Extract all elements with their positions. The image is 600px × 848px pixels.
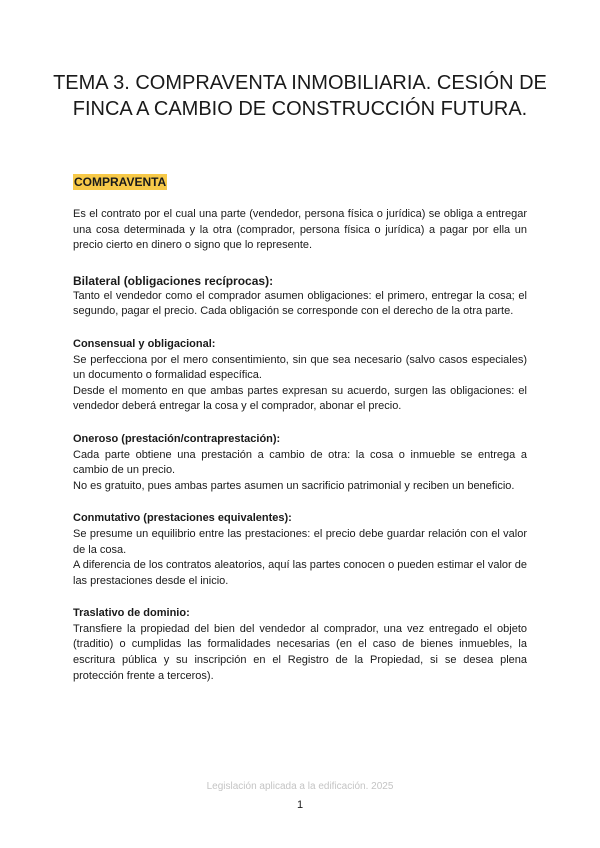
document-body: [73, 174, 527, 701]
characteristic-block: [73, 511, 527, 589]
characteristic-block: [73, 337, 527, 415]
block-paragraph: Desde el momento en que ambas partes expresan su acuerdo, surgen las obligaciones: el vendedor deberá entregar la cosa y el comprador, abonar el precio.: [73, 384, 527, 413]
block-paragraph: Se perfecciona por el mero consentimiento, sin que sea necesario (salvo casos especiales) un documento o formalidad específica.: [73, 353, 527, 382]
block-heading: Oneroso (prestación/contraprestación):: [73, 432, 281, 445]
block-heading: Traslativo de dominio:: [73, 607, 190, 620]
block-paragraph: Tanto el vendedor como el comprador asumen obligaciones: el primero, entregar la cosa; el segundo, pagar el precio. Cada obligación se corresponde con el derecho de la otra parte.: [73, 289, 527, 318]
characteristic-block: [73, 606, 527, 684]
footer-text: Legislación aplicada a la edificación. 2025: [206, 781, 394, 792]
block-paragraph: No es gratuito, pues ambas partes asumen un sacrificio patrimonial y reciben un beneficio.: [73, 479, 515, 492]
block-paragraph: Se presume un equilibrio entre las prestaciones: el precio debe guardar relación con el valor de la cosa.: [73, 527, 527, 556]
block-paragraph: Transfiere la propiedad del bien del vendedor al comprador, una vez entregado el objeto (traditio) o cumplidas las formalidades necesarias (en el caso de bienes inmuebles, la escritura pública y su inscripción en el Registro de la Propiedad, si se desea plena protección frente a terceros).: [73, 622, 527, 682]
block-heading: Consensual y obligacional:: [73, 337, 216, 350]
block-paragraph: Cada parte obtiene una prestación a cambio de otra: la cosa o inmueble se entrega a cambio de un precio.: [73, 448, 527, 477]
characteristic-block: [73, 432, 527, 494]
page-number: 1: [296, 799, 304, 811]
intro-paragraph: Es el contrato por el cual una parte (vendedor, persona física o jurídica) se obliga a entregar una cosa determinada y la otra (comprador, persona física o jurídica) a pagar por ella un precio cierto en dinero o signo que lo represente.: [73, 208, 527, 252]
block-heading: Conmutativo (prestaciones equivalentes):: [73, 512, 292, 525]
characteristic-block: [73, 273, 527, 320]
document-title: TEMA 3. COMPRAVENTA INMOBILIARIA. CESIÓN DE FINCA A CAMBIO DE CONSTRUCCIÓN FUTURA.: [53, 72, 547, 120]
block-paragraph: A diferencia de los contratos aleatorios, aquí las partes conocen o pueden estimar el valor de las prestaciones desde el inicio.: [73, 559, 527, 587]
block-heading: Bilateral (obligaciones recíprocas):: [73, 273, 274, 288]
section-label: COMPRAVENTA: [74, 175, 167, 189]
